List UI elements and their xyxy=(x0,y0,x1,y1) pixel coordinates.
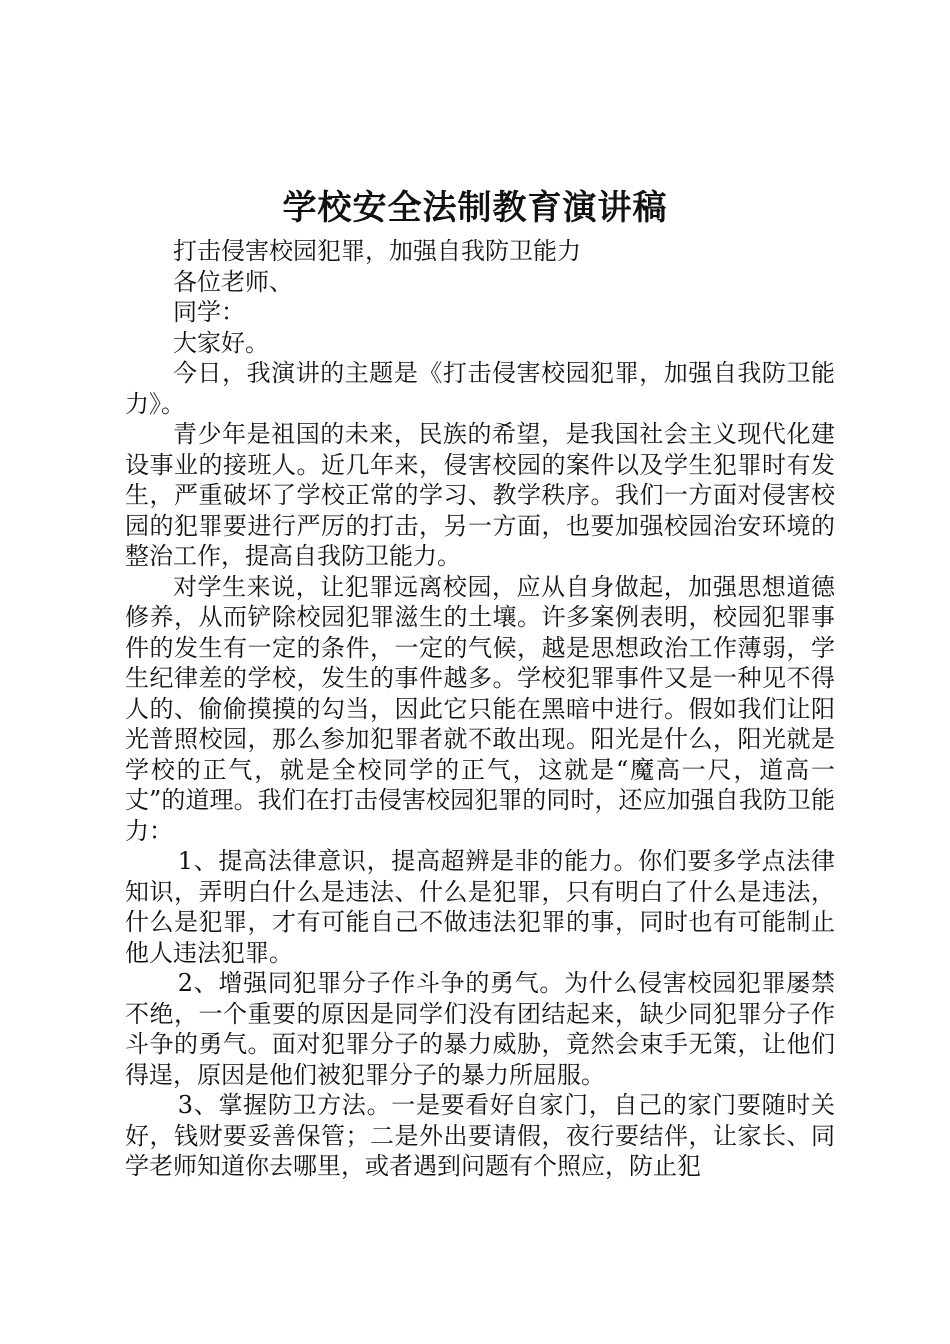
youth-paragraph: 青少年是祖国的未来，民族的希望，是我国社会主义现代化建设事业的接班人。近几年来，侵害校园的案件以及学生犯罪时有发生，严重破坏了学校正常的学习、教学秩序。我们一方面对侵害校园的犯罪要进行严厉的打击，另一方面，也要加强校园治安环境的整治工作，提高自我防卫能力。 xyxy=(125,420,835,570)
salutation-teachers: 各位老师、 xyxy=(173,267,293,296)
subtitle-paragraph: 打击侵害校园犯罪，加强自我防卫能力 xyxy=(173,237,581,265)
point-3-paragraph: 3、掌握防卫方法。一是要看好自家门，自己的家门要随时关好，钱财要妥善保管；二是外出要请假，夜行要结伴，让家长、同学老师知道你去哪里，或者遇到问题有个照应，防止犯 xyxy=(125,1091,835,1180)
point-2-paragraph: 2、增强同犯罪分子作斗争的勇气。为什么侵害校园犯罪屡禁不绝，一个重要的原因是同学们没有团结起来，缺少同犯罪分子作斗争的勇气。面对犯罪分子的暴力威胁，竟然会束手无策，让他们得逞，原因是他们被犯罪分子的暴力所屈服。 xyxy=(125,969,835,1089)
document-title: 学校安全法制教育演讲稿 xyxy=(282,188,668,228)
point-1-paragraph: 1、提高法律意识，提高超辨是非的能力。你们要多学点法律知识，弄明白什么是违法、什么是犯罪，只有明白了什么是违法，什么是犯罪，才有可能自己不做违法犯罪的事，同时也有可能制止他人违法犯罪。 xyxy=(125,847,835,967)
students-paragraph: 对学生来说，让犯罪远离校园，应从自身做起，加强思想道德修养，从而铲除校园犯罪滋生的土壤。许多案例表明，校园犯罪事件的发生有一定的条件，一定的气候，越是思想政治工作薄弱，学生纪律差的学校，发生的事件越多。学校犯罪事件又是一种见不得人的、偷偷摸摸的勾当，因此它只能在黑暗中进行。假如我们让阳光普照校园，那么参加犯罪者就不敢出现。阳光是什么，阳光就是学校的正气，就是全校同学的正气，这就是“魔高一尺，道高一丈”的道理。我们在打击侵害校园犯罪的同时，还应加强自我防卫能力： xyxy=(125,572,835,845)
salutation-students: 同学： xyxy=(173,298,245,326)
document-body xyxy=(125,236,835,1182)
theme-paragraph: 今日，我演讲的主题是《打击侵害校园犯罪，加强自我防卫能力》。 xyxy=(125,359,835,418)
greeting-paragraph: 大家好。 xyxy=(173,328,269,357)
